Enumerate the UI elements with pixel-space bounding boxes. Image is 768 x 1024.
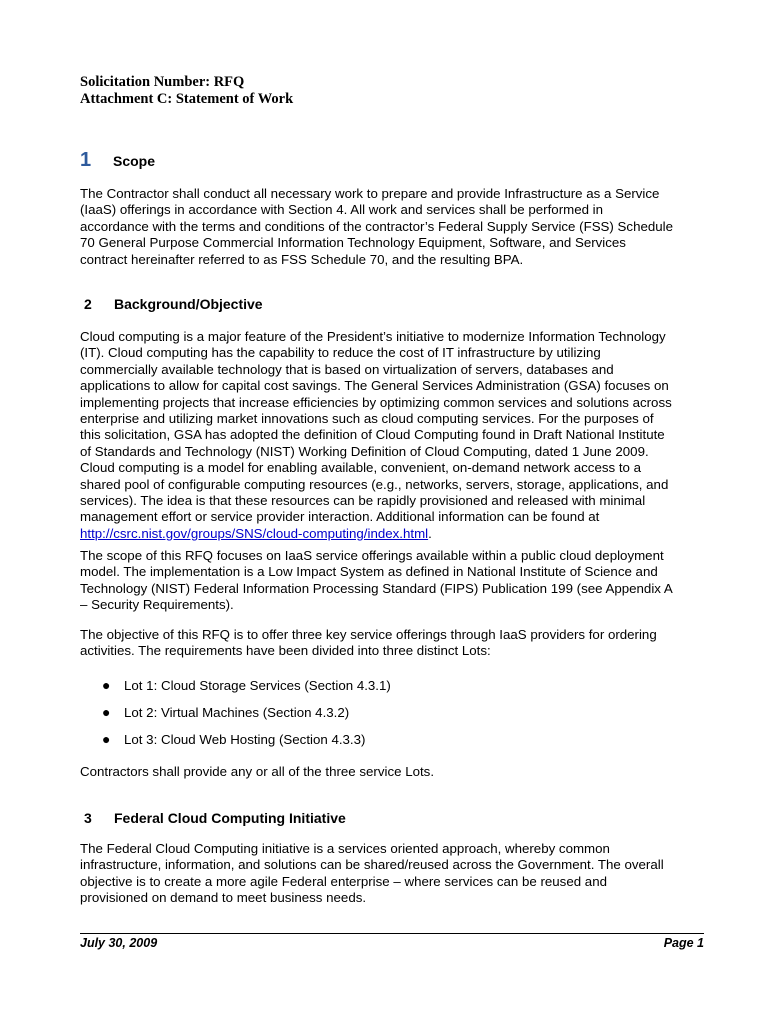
lot-1-label: Lot 1: Cloud Storage Services (Section 4.3.1) bbox=[124, 678, 391, 693]
text-line: implementing projects that increase efficiencies by optimizing common services and solutions across bbox=[80, 394, 672, 410]
text-line: 70 General Purpose Commercial Information Technology Equipment, Software, and Services bbox=[80, 235, 626, 251]
section-3-paragraph bbox=[80, 841, 704, 907]
section-2-number: 2 bbox=[84, 296, 92, 312]
text-line: model. The implementation is a Low Impact System as defined in National Institute of Science and bbox=[80, 564, 658, 580]
text-line: this solicitation, GSA has adopted the definition of Cloud Computing found in Draft National Institute bbox=[80, 427, 665, 443]
text-line: The Federal Cloud Computing initiative is a services oriented approach, whereby common bbox=[80, 841, 610, 856]
text-line: (IaaS) offerings in accordance with Section 4. All work and services shall be performed in bbox=[80, 202, 604, 218]
text-line: The Contractor shall conduct all necessary work to prepare and provide Infrastructure as a Service bbox=[80, 186, 660, 201]
solicitation-number: Solicitation Number: RFQ bbox=[80, 74, 245, 90]
text-line: The objective of this RFQ is to offer three key service offerings through IaaS providers for ordering bbox=[80, 627, 657, 642]
section-2-title: Background/Objective bbox=[114, 296, 263, 312]
text-line: Cloud computing is a model for enabling available, convenient, on-demand network access to a bbox=[80, 460, 642, 476]
text-line: applications to allow for capital cost savings. The General Services Administration (GSA) focuses on bbox=[80, 378, 669, 394]
text-line: shared pool of configurable computing resources (e.g., networks, servers, storage, applications, and bbox=[80, 476, 669, 492]
section-3-heading bbox=[80, 809, 346, 827]
link-suffix: . bbox=[428, 525, 432, 541]
text-line: provisioned on demand to meet business needs. bbox=[80, 890, 367, 906]
footer-page-number: Page 1 bbox=[663, 936, 704, 950]
bullet-icon: ● bbox=[102, 677, 111, 693]
list-item bbox=[102, 704, 349, 721]
text-line: contract hereinafter referred to as FSS Schedule 70, and the resulting BPA. bbox=[80, 251, 524, 267]
text-line: The scope of this RFQ focuses on IaaS service offerings available within a public cloud deployment bbox=[80, 548, 664, 563]
section-2-closing bbox=[80, 764, 704, 780]
footer-date: July 30, 2009 bbox=[80, 936, 158, 950]
attachment-title: Attachment C: Statement of Work bbox=[80, 91, 294, 107]
bullet-icon: ● bbox=[102, 704, 111, 720]
section-2-heading bbox=[80, 295, 263, 313]
text-line: management effort or service provider interaction. Additional information can be found at bbox=[80, 509, 600, 525]
text-line: accordance with the terms and conditions of the contractor’s Federal Supply Service (FSS) Schedule bbox=[80, 218, 673, 234]
list-item bbox=[102, 731, 365, 748]
lot-2-label: Lot 2: Virtual Machines (Section 4.3.2) bbox=[124, 705, 350, 720]
text-line bbox=[80, 526, 704, 542]
list-item bbox=[102, 677, 391, 694]
section-1-number: 1 bbox=[80, 149, 92, 171]
text-line: Contractors shall provide any or all of the three service Lots. bbox=[80, 764, 435, 779]
nist-cloud-link[interactable]: http://csrc.nist.gov/groups/SNS/cloud-computing/index.html bbox=[80, 525, 429, 541]
section-3-number: 3 bbox=[84, 810, 92, 826]
section-1-title: Scope bbox=[113, 153, 156, 169]
text-line: commercially available technology that is based on virtualization of servers, databases and bbox=[80, 361, 614, 377]
text-line: of Standards and Technology (NIST) Working Definition of Cloud Computing, dated 1 June 2009. bbox=[80, 443, 649, 459]
bullet-icon: ● bbox=[102, 731, 111, 747]
section-2-paragraph-2 bbox=[80, 548, 704, 614]
section-2-paragraph-1 bbox=[80, 329, 704, 542]
text-line: infrastructure, information, and solutions can be shared/reused across the Government. The overall bbox=[80, 857, 664, 873]
text-line: Technology (NIST) Federal Information Processing Standard (FIPS) Publication 199 (see Appendix A bbox=[80, 580, 673, 596]
text-line: activities. The requirements have been divided into three distinct Lots: bbox=[80, 643, 491, 659]
section-2-paragraph-3 bbox=[80, 627, 704, 660]
lot-3-label: Lot 3: Cloud Web Hosting (Section 4.3.3) bbox=[124, 732, 366, 747]
section-1-paragraph bbox=[80, 186, 704, 268]
text-line: objective is to create a more agile Federal enterprise – where services can be reused and bbox=[80, 873, 607, 889]
footer-rule bbox=[80, 933, 704, 934]
text-line: Cloud computing is a major feature of the President’s initiative to modernize Information Technology bbox=[80, 329, 666, 344]
section-1-heading bbox=[80, 151, 155, 170]
text-line: enterprise and utilizing market innovations such as cloud computing services. For the purposes of bbox=[80, 411, 654, 427]
section-3-title: Federal Cloud Computing Initiative bbox=[114, 810, 346, 826]
text-line: (IT). Cloud computing has the capability to reduce the cost of IT infrastructure by utilizing bbox=[80, 345, 601, 361]
text-line: – Security Requirements). bbox=[80, 597, 234, 613]
text-line: services). The idea is that these resources can be rapidly provisioned and released with minimal bbox=[80, 493, 646, 509]
